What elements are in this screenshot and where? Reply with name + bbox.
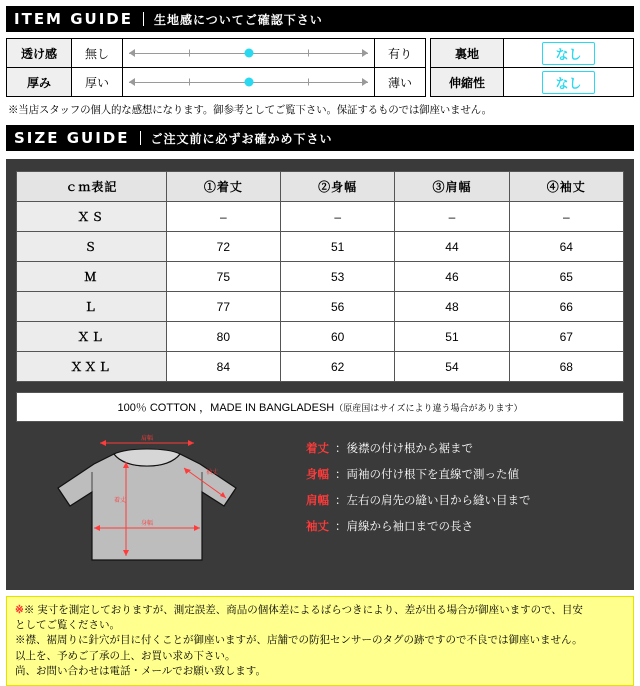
material-note xyxy=(16,392,624,422)
row-label-shinshukusei: 伸縮性 xyxy=(431,68,504,97)
size-label: ＸＬ xyxy=(17,322,167,352)
item-guide-title: ITEM GUIDE xyxy=(14,10,133,28)
cell-katahaba: 44 xyxy=(395,232,509,262)
legend-desc-sodetake: ：肩線から袖口までの長さ xyxy=(335,521,473,533)
size-label: ＸＸＬ xyxy=(17,352,167,382)
size-label: Ｌ xyxy=(17,292,167,322)
size-label: Ｓ xyxy=(17,232,167,262)
cell-katahaba: 54 xyxy=(395,352,509,382)
row-value-shinshukusei xyxy=(504,68,634,97)
row-label-uraji: 裏地 xyxy=(431,39,504,68)
size-label: ＸＳ xyxy=(17,202,167,232)
col-header-minohaba: ②身幅 xyxy=(281,172,395,202)
svg-text:着丈: 着丈 xyxy=(113,497,127,504)
cell-kitake: – xyxy=(166,202,280,232)
legend-item xyxy=(306,436,531,462)
row-right-label: 薄い xyxy=(375,68,426,97)
cell-minohaba: 56 xyxy=(281,292,395,322)
item-guide-attributes xyxy=(430,38,634,97)
size-guide-page xyxy=(0,6,640,677)
col-header-kitake: ①着丈 xyxy=(166,172,280,202)
legend-item xyxy=(306,462,531,488)
size-guide-panel xyxy=(6,159,634,590)
measurement-legend xyxy=(306,436,531,540)
cell-katahaba: 48 xyxy=(395,292,509,322)
divider xyxy=(143,12,144,26)
warning-box xyxy=(6,596,634,686)
arrow-left-icon xyxy=(129,49,135,57)
cell-sodetake: 64 xyxy=(509,232,623,262)
slider-tick xyxy=(189,50,190,57)
table-header-row xyxy=(17,172,624,202)
uraji-value: なし xyxy=(542,42,594,65)
item-guide-slider-table xyxy=(6,38,426,97)
col-header-sodetake: ④袖丈 xyxy=(509,172,623,202)
legend-item xyxy=(306,514,531,540)
svg-text:身幅: 身幅 xyxy=(140,520,154,527)
table-row xyxy=(431,39,634,68)
cell-katahaba: 51 xyxy=(395,322,509,352)
legend-desc-minohaba: ：両袖の付け根下を直線で測った値 xyxy=(335,469,519,481)
slider-tick xyxy=(308,50,309,57)
item-guide-body xyxy=(6,38,634,97)
slider-dot xyxy=(244,49,253,58)
item-guide-note: ※当店スタッフの個人的な感想になります。御参考としてご覧下さい。保証するものでは御座いません。 xyxy=(8,104,492,116)
item-guide-subtitle: 生地感についてご確認下さい xyxy=(153,12,323,27)
table-row xyxy=(17,292,624,322)
cell-katahaba: – xyxy=(395,202,509,232)
item-guide-sliders xyxy=(6,38,426,97)
table-row xyxy=(17,262,624,292)
divider xyxy=(140,131,141,145)
svg-text:肩幅: 肩幅 xyxy=(140,435,154,442)
table-row xyxy=(7,39,426,68)
size-guide-header xyxy=(6,125,634,151)
item-guide-attribute-table xyxy=(430,38,634,97)
legend-desc-kitake: ：後襟の付け根から裾まで xyxy=(335,443,473,455)
col-header-katahaba: ③肩幅 xyxy=(395,172,509,202)
arrow-left-icon xyxy=(129,78,135,86)
cell-minohaba: 62 xyxy=(281,352,395,382)
cell-kitake: 77 xyxy=(166,292,280,322)
shirt-illustration-icon xyxy=(34,432,284,572)
slider-sukekan xyxy=(123,39,375,68)
svg-text:袖丈: 袖丈 xyxy=(205,469,219,476)
cell-kitake: 80 xyxy=(166,322,280,352)
table-row xyxy=(17,202,624,232)
shinshukusei-value: なし xyxy=(542,71,594,94)
item-guide-header xyxy=(6,6,634,32)
row-label-sukekan: 透け感 xyxy=(7,39,72,68)
warning-text-4: 以上を、予めご了承の上、お買い求め下さい。 xyxy=(15,649,236,662)
row-left-label: 無し xyxy=(72,39,123,68)
cell-sodetake: 68 xyxy=(509,352,623,382)
warning-line-1 xyxy=(15,603,625,618)
cell-sodetake: – xyxy=(509,202,623,232)
cell-minohaba: 53 xyxy=(281,262,395,292)
arrow-right-icon xyxy=(362,49,368,57)
cell-minohaba: – xyxy=(281,202,395,232)
measurement-diagram xyxy=(16,430,624,580)
legend-desc-katahaba: ：左右の肩先の縫い目から縫い目まで xyxy=(335,495,531,507)
row-value-uraji xyxy=(504,39,634,68)
legend-key-sodetake: 袖丈 xyxy=(306,521,329,533)
legend-key-minohaba: 身幅 xyxy=(306,469,329,481)
table-row xyxy=(17,232,624,262)
cell-kitake: 84 xyxy=(166,352,280,382)
arrow-right-icon xyxy=(362,78,368,86)
table-row xyxy=(431,68,634,97)
slider-tick xyxy=(308,79,309,86)
asterisk-icon: ※ xyxy=(15,604,24,616)
table-row xyxy=(17,352,624,382)
size-guide-subtitle: ご注文前に必ずお確かめ下さい xyxy=(150,131,333,146)
legend-item xyxy=(306,488,531,514)
cell-minohaba: 60 xyxy=(281,322,395,352)
cell-kitake: 75 xyxy=(166,262,280,292)
cell-sodetake: 65 xyxy=(509,262,623,292)
warning-text-5: 尚、お問い合わせは電話・メールでお願い致します。 xyxy=(15,664,266,677)
slider-dot xyxy=(244,78,253,87)
legend-key-katahaba: 肩幅 xyxy=(306,495,329,507)
cell-sodetake: 66 xyxy=(509,292,623,322)
slider-atsumi xyxy=(123,68,375,97)
slider-tick xyxy=(189,79,190,86)
material-text: 100％ COTTON ，MADE IN BANGLADESH xyxy=(117,402,335,414)
cell-katahaba: 46 xyxy=(395,262,509,292)
size-table xyxy=(16,171,624,382)
warning-text-1: ※ 実寸を測定しておりますが、測定誤差、商品の個体差によるばらつきにより、差が出る場合が御座いますので、目安 xyxy=(23,604,583,616)
warning-text-3: ※襟、裾周りに針穴が目に付くことが御座いますが、店舗での防犯センサーのタグの跡ですので不良では御座いません。 xyxy=(15,634,583,647)
material-subnote: （原産国はサイズにより違う場合があります） xyxy=(334,403,523,413)
warning-text-2: としてご覧ください。 xyxy=(15,619,120,632)
cell-kitake: 72 xyxy=(166,232,280,262)
col-header-cm: ｃｍ表記 xyxy=(17,172,167,202)
table-row xyxy=(7,68,426,97)
row-label-atsumi: 厚み xyxy=(7,68,72,97)
table-row xyxy=(17,322,624,352)
row-right-label: 有り xyxy=(375,39,426,68)
cell-sodetake: 67 xyxy=(509,322,623,352)
legend-key-kitake: 着丈 xyxy=(306,443,329,455)
cell-minohaba: 51 xyxy=(281,232,395,262)
row-left-label: 厚い xyxy=(72,68,123,97)
size-guide-title: SIZE GUIDE xyxy=(14,129,130,147)
size-label: Ｍ xyxy=(17,262,167,292)
